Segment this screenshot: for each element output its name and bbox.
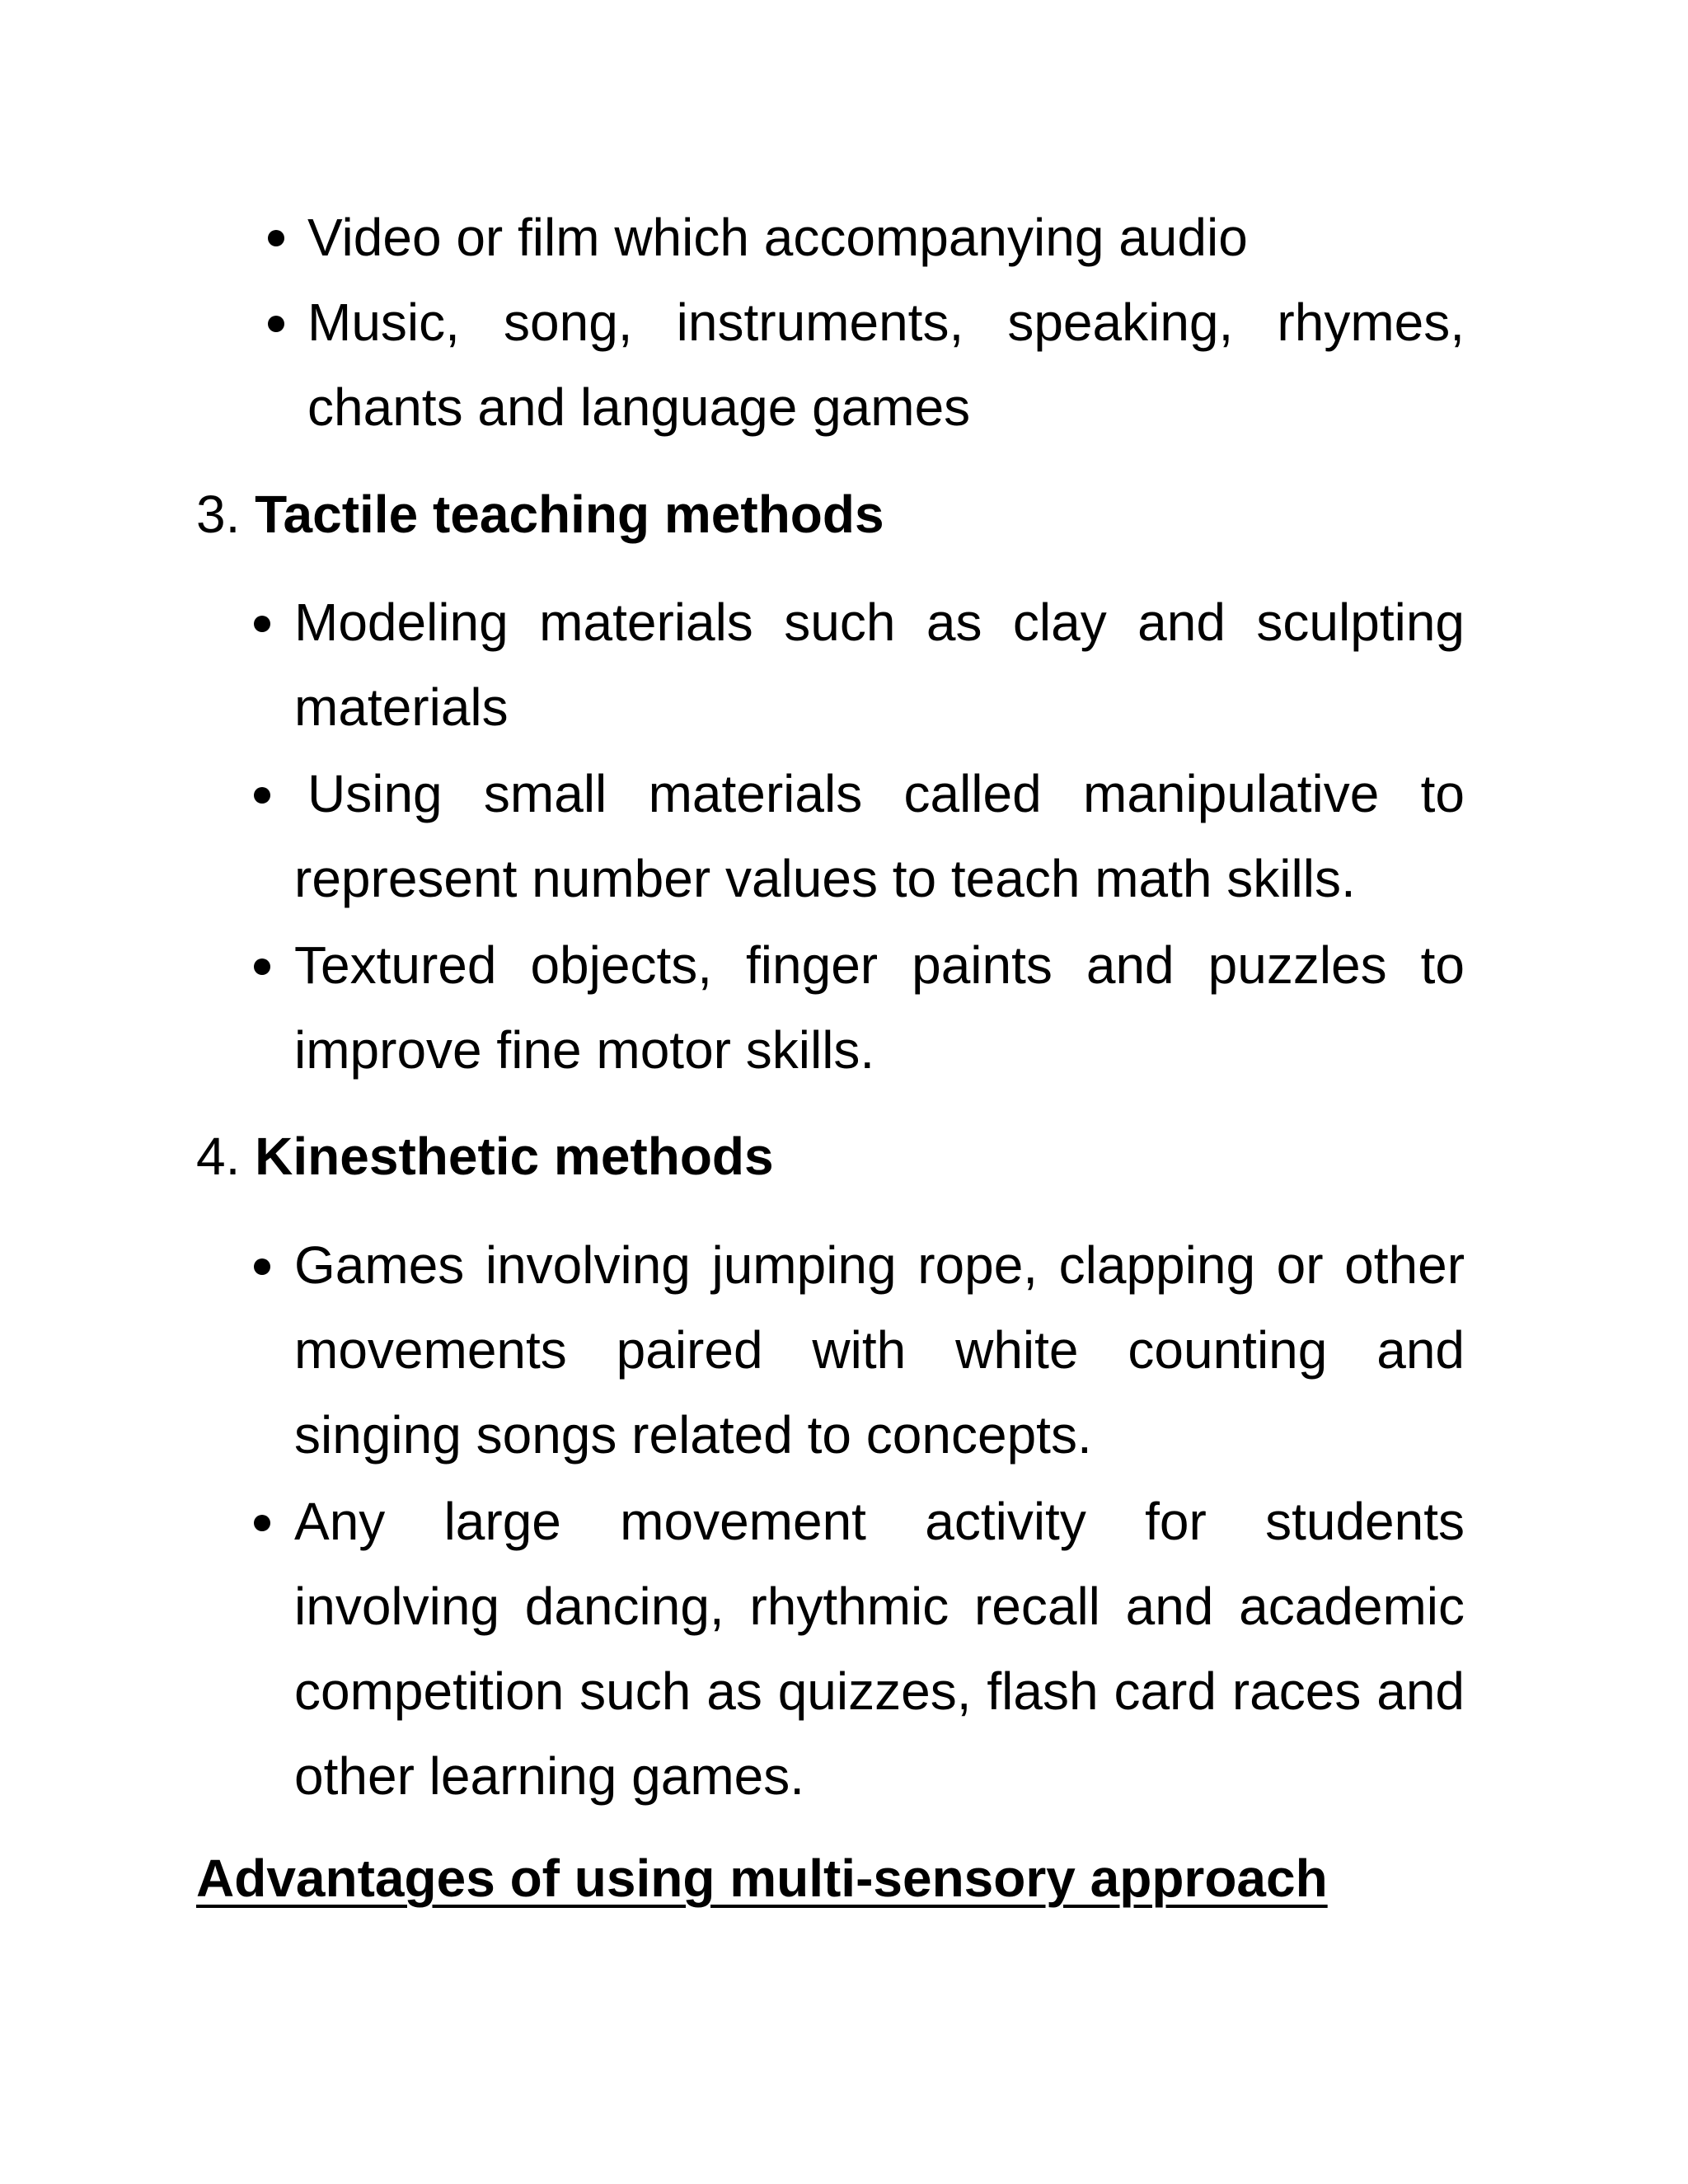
list-item-line: other learning games. <box>294 1746 805 1806</box>
section-number: 3. <box>196 485 241 544</box>
list-item-line: Using small materials called manipulative to <box>307 764 1465 823</box>
bullet-icon <box>254 1515 270 1531</box>
bullet-icon <box>254 787 270 804</box>
bullet-icon <box>254 616 270 632</box>
bullet-icon <box>268 230 284 246</box>
list-item-line: Modeling materials such as clay and sculpting <box>294 593 1465 652</box>
section-heading <box>196 485 884 544</box>
list-item-line: chants and language games <box>307 377 971 437</box>
section-title: Kinesthetic methods <box>255 1127 774 1186</box>
bullet-icon <box>254 958 270 975</box>
list-item-line: improve fine motor skills. <box>294 1020 875 1080</box>
list-item-line: involving dancing, rhythmic recall and academic <box>294 1577 1465 1636</box>
list-item-line: competition such as quizzes, flash card races and <box>294 1661 1465 1721</box>
bullet-icon <box>254 1258 270 1275</box>
section-heading <box>196 1127 774 1186</box>
list-item-line: represent number values to teach math skills. <box>294 849 1356 908</box>
list-item-line: Games involving jumping rope, clapping or other <box>294 1235 1465 1295</box>
section-number: 4. <box>196 1127 241 1186</box>
list-item-line: Textured objects, finger paints and puzzles to <box>294 935 1465 995</box>
section-title: Tactile teaching methods <box>255 485 884 544</box>
list-item-line: singing songs related to concepts. <box>294 1405 1092 1465</box>
list-item-line: movements paired with white counting and <box>294 1320 1465 1380</box>
list-item-line: materials <box>294 677 509 737</box>
advantages-heading: Advantages of using multi-sensory approach <box>196 1849 1328 1908</box>
list-item-line: Video or film which accompanying audio <box>307 208 1248 267</box>
bullet-icon <box>268 316 284 332</box>
list-item-line: Music, song, instruments, speaking, rhymes, <box>307 293 1465 352</box>
list-item-line: Any large movement activity for students <box>294 1492 1465 1551</box>
